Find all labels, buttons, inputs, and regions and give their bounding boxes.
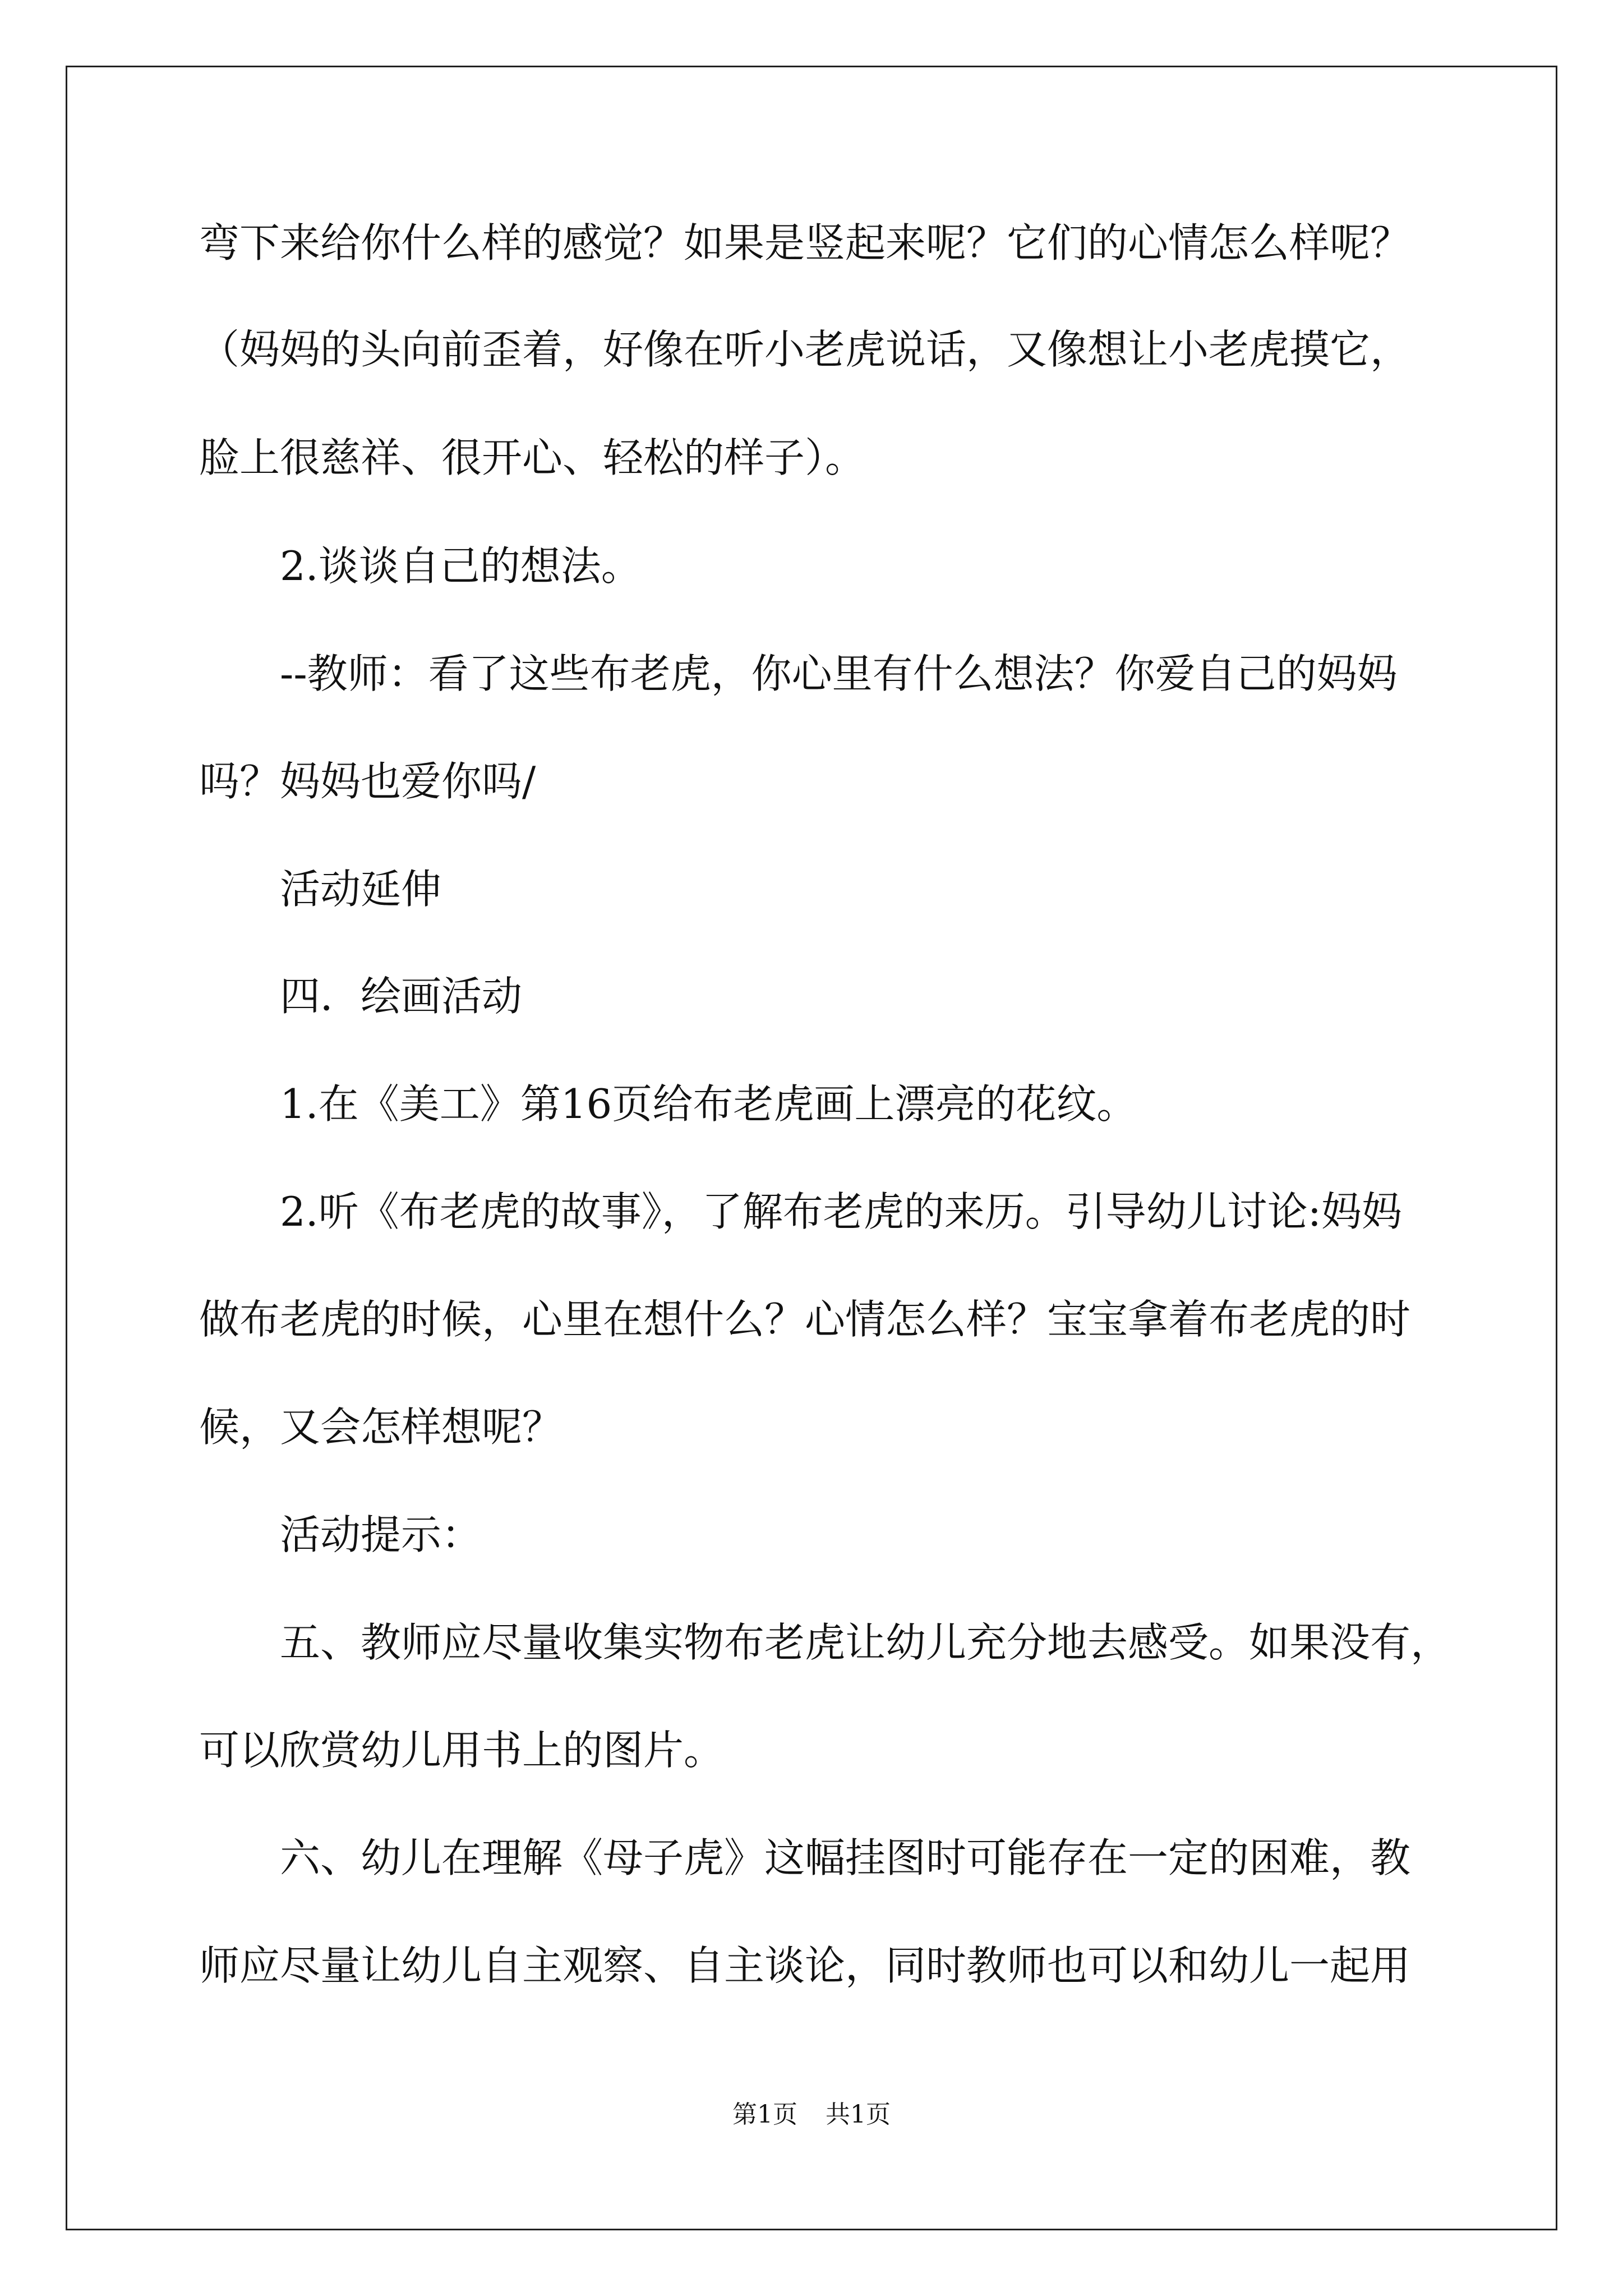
section-heading: 四．绘画活动	[280, 973, 523, 1020]
page-border	[66, 66, 1557, 2230]
section-heading: 活动延伸	[280, 866, 442, 913]
text-line: 做布老虎的时候，心里在想什么？心情怎么样？宝宝拿着布老虎的时	[199, 1296, 1411, 1343]
text-line: 弯下来给你什么样的感觉？如果是竖起来呢？它们的心情怎么样呢？	[199, 219, 1411, 266]
text-line: 五、教师应尽量收集实物布老虎让幼儿充分地去感受。如果没有，	[280, 1619, 1451, 1666]
text-line: （妈妈的头向前歪着，好像在听小老虎说话，又像想让小老虎摸它，	[199, 326, 1411, 373]
text-line: 脸上很慈祥、很开心、轻松的样子）。	[199, 434, 866, 481]
section-heading: 活动提示：	[280, 1511, 482, 1558]
text-line: 2.听《布老虎的故事》，了解布老虎的来历。引导幼儿讨论:妈妈	[280, 1188, 1402, 1235]
text-line: 1.在《美工》第16页给布老虎画上漂亮的花纹。	[280, 1080, 1137, 1128]
page-number: 第1页	[732, 2100, 797, 2129]
page-footer	[0, 2098, 1623, 2132]
text-line: 六、幼儿在理解《母子虎》这幅挂图时可能存在一定的困难，教	[280, 1834, 1411, 1881]
text-line: --教师：看了这些布老虎，你心里有什么想法？你爱自己的妈妈	[280, 650, 1398, 697]
text-line: 候，又会怎样想呢？	[199, 1404, 563, 1451]
text-line: 2.谈谈自己的想法。	[280, 542, 642, 590]
text-line: 师应尽量让幼儿自主观察、自主谈论，同时教师也可以和幼儿一起用	[199, 1942, 1411, 1989]
text-line: 可以欣赏幼儿用书上的图片。	[199, 1727, 725, 1774]
page-total: 共1页	[826, 2100, 891, 2129]
text-line: 吗？妈妈也爱你吗/	[199, 758, 536, 805]
